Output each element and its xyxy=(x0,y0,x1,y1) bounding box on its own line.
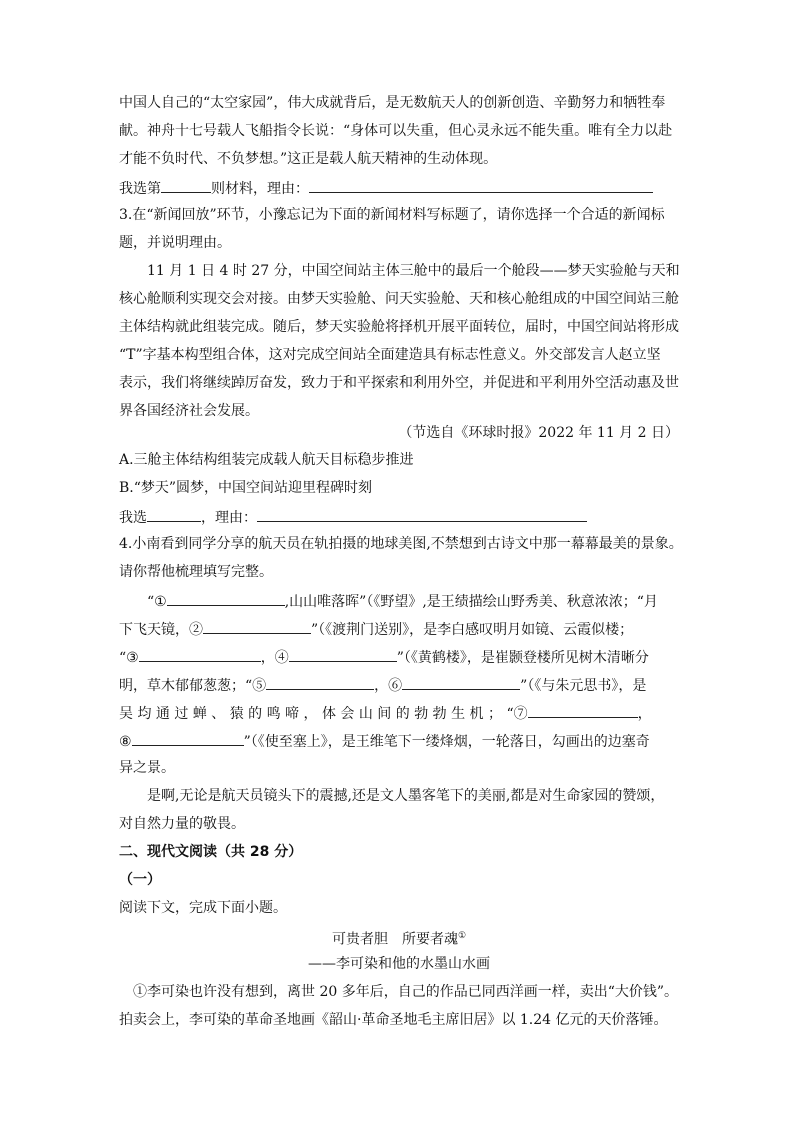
answer-blank[interactable] xyxy=(257,507,587,522)
news-source: （节选自《环球时报》2022 年 11 月 2 日） xyxy=(398,425,679,441)
answer-line: 我选 ，理由： xyxy=(119,507,587,525)
answer-blank[interactable] xyxy=(167,591,285,606)
text-line: 中国人自己的“太空家园”，伟大成就背后，是无数航天人的创新创造、辛勤努力和牺牲奉 xyxy=(119,95,666,111)
article-subtitle: ——李可染和他的水墨山水画 xyxy=(308,956,490,972)
article-paragraph: ①李可染也许没有想到，离世 20 多年后，自己的作品已同西洋画一样，卖出“大价钱”。 xyxy=(133,984,679,1000)
section-heading: 二、现代文阅读（共 28 分） xyxy=(119,844,303,860)
answer-blank[interactable] xyxy=(528,703,638,718)
poem-line: ⑧ ”（《使至塞上》，是王维笔下一缕烽烟，一轮落日，勾画出的边塞奇 xyxy=(119,731,650,749)
article-title: 可贵者胆 所要者魂① xyxy=(331,931,467,948)
text-line: 献。神舟十七号载人飞船指令长说：“身体可以失重，但心灵永远不能失重。唯有全力以赴 xyxy=(119,123,673,139)
text-line: 对自然力量的敬畏。 xyxy=(119,816,245,832)
answer-blank[interactable] xyxy=(402,675,520,690)
answer-blank[interactable] xyxy=(266,675,374,690)
answer-blank[interactable] xyxy=(161,178,211,193)
news-line: “T”字基本构型组合体，这对完成空间站全面建造具有标志性意义。外交部发言人赵立坚 xyxy=(119,347,661,363)
poem-line: “③ ，④ ”（《黄鹤楼》，是崔颢登楼所见树木清晰分 xyxy=(119,647,649,665)
news-line: 11 月 1 日 4 时 27 分，中国空间站主体三舱中的最后一个舱段——梦天实验舱与天和 xyxy=(147,263,680,279)
poem-line: 下飞天镜，② ”（《渡荆门送别》，是李白感叹明月如镜、云霞似楼； xyxy=(119,619,633,637)
answer-blank[interactable] xyxy=(139,647,261,662)
text-line: 题，并说明理由。 xyxy=(119,235,231,251)
text-line: 才能不负时代、不负梦想。”这正是载人航天精神的生动体现。 xyxy=(119,151,498,167)
answer-blank[interactable] xyxy=(289,647,397,662)
subsection-heading: （一） xyxy=(119,872,161,888)
news-line: 核心舱顺利实现交会对接。由梦天实验舱、问天实验舱、天和核心舱组成的中国空间站三舱 xyxy=(119,291,679,307)
instruction: 阅读下文，完成下面小题。 xyxy=(119,900,287,916)
text-line: 异之景。 xyxy=(119,760,175,776)
article-paragraph: 拍卖会上，李可染的革命圣地画《韶山·革命圣地毛主席旧居》以 1.24 亿元的天价落锤。 xyxy=(119,1012,668,1028)
option-b: B.“梦天”圆梦，中国空间站迎里程碑时刻 xyxy=(119,480,373,496)
text-line: 是啊,无论是航天员镜头下的震撼,还是文人墨客笔下的美丽,都是对生命家园的赞颂， xyxy=(147,788,665,804)
question-4: 4.小南看到同学分享的航天员在轨拍摄的地球美图,不禁想到古诗文中那一幕幕最美的景象。 xyxy=(119,536,683,552)
text-line: 请你帮他梳理填写完整。 xyxy=(119,564,273,580)
poem-line: 吴 均 通 过 蝉 、 猿 的 鸣 啼 ， 体 会 山 间 的 勃 勃 生 机 ； “⑦ ， xyxy=(119,703,652,721)
answer-line: 我选第 则材料，理由： xyxy=(119,178,653,196)
answer-blank[interactable] xyxy=(203,619,311,634)
poem-line: “① ,山山唯落晖”（《野望》,是王绩描绘山野秀美、秋意浓浓；“月 xyxy=(147,591,658,609)
news-line: 主体结构就此组装完成。随后，梦天实验舱将择机开展平面转位，届时，中国空间站将形成 xyxy=(119,319,679,335)
news-line: 表示，我们将继续踔厉奋发，致力于和平探索和利用外空，并促进和平利用外空活动惠及世 xyxy=(119,375,679,391)
news-line: 界各国经济社会发展。 xyxy=(119,403,259,419)
answer-blank[interactable] xyxy=(132,731,244,746)
option-a: A.三舱主体结构组装完成载人航天目标稳步推进 xyxy=(119,452,414,468)
answer-blank[interactable] xyxy=(147,507,201,522)
question-3: 3.在“新闻回放”环节，小豫忘记为下面的新闻材料写标题了，请你选择一个合适的新闻标 xyxy=(119,207,665,223)
answer-blank[interactable] xyxy=(309,178,653,193)
poem-line: 明，草木郁郁葱葱；“⑤ ，⑥ ”（《与朱元思书》，是 xyxy=(119,675,646,693)
